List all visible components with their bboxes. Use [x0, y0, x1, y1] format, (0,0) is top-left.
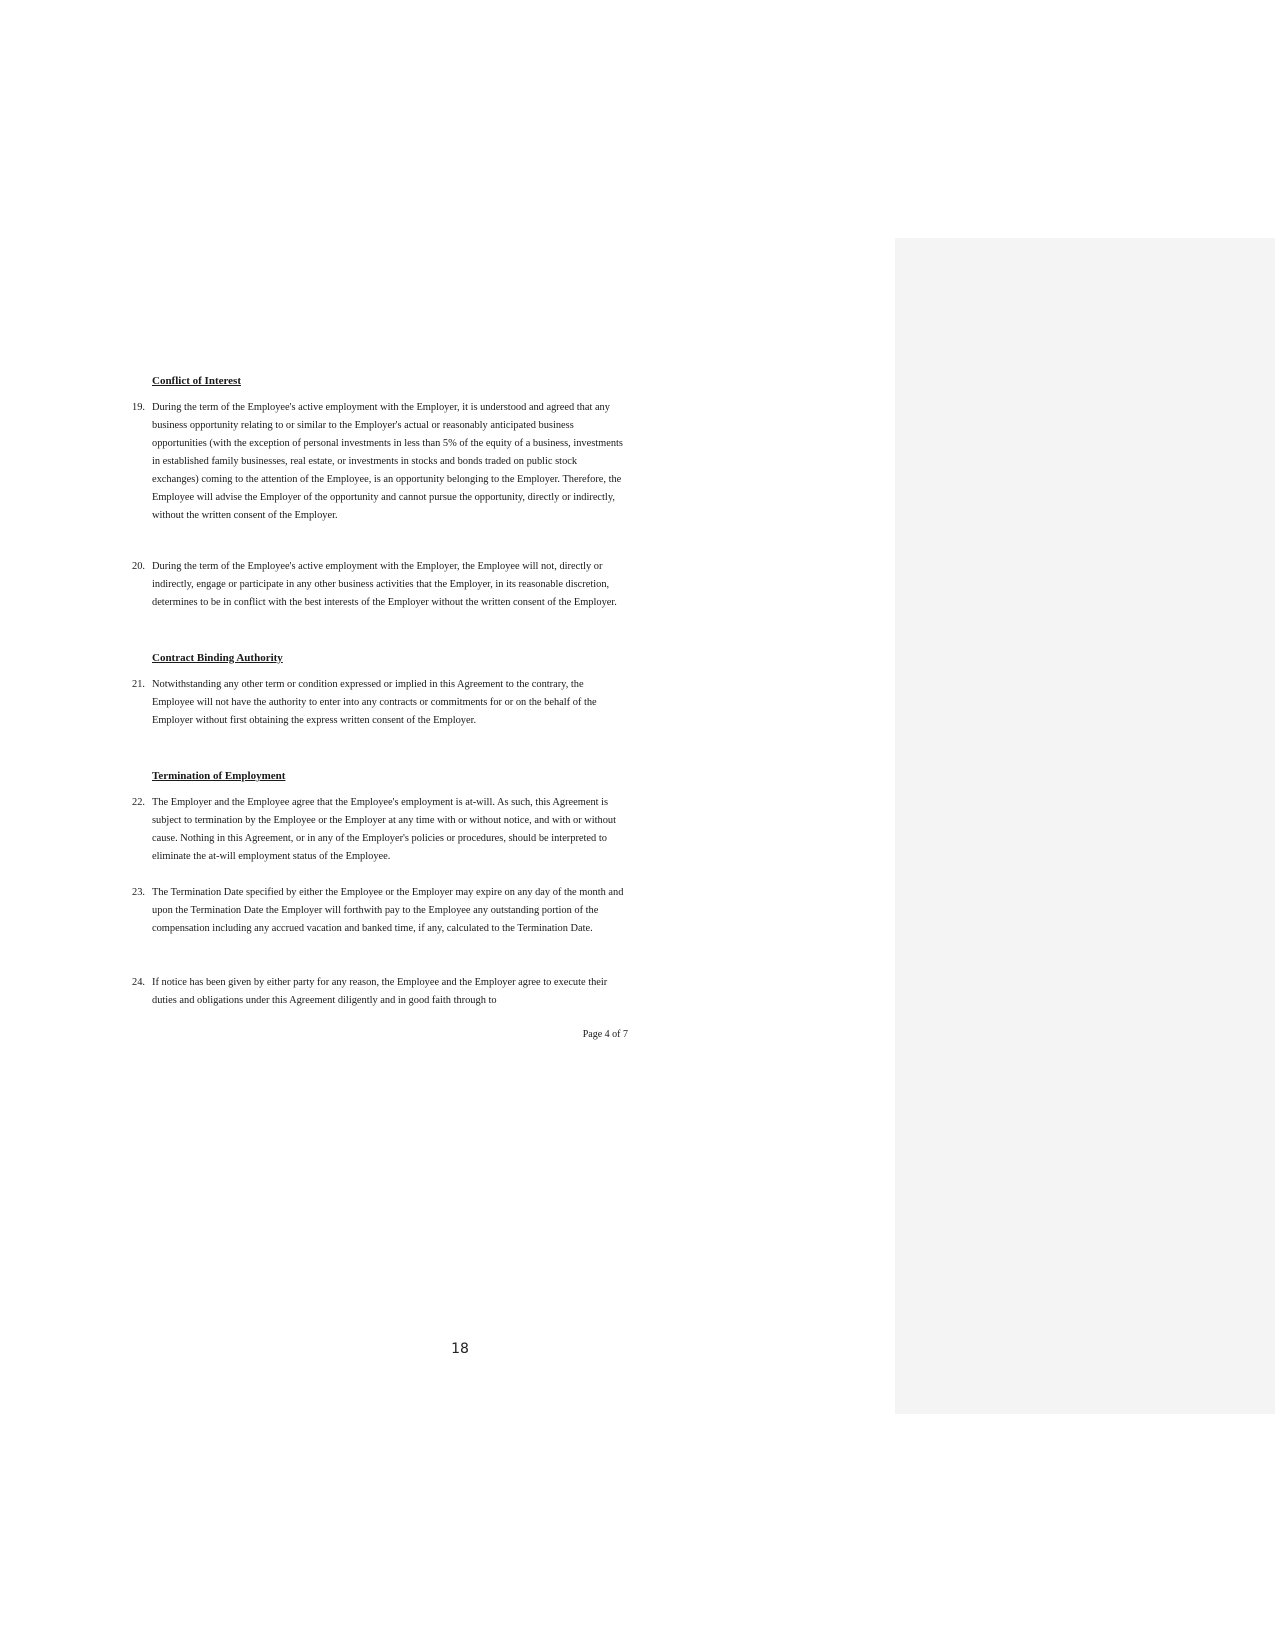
scanned-contract-page — [128, 372, 638, 1048]
clause-number: 22. — [132, 797, 145, 808]
clause-24 — [128, 974, 626, 1010]
clause-text: Notwithstanding any other term or condition expressed or implied in this Agreement to the contrary, the Employee will not have the authority to enter into any contracts or commitments for or on the behalf of the Employer without first obtaining the express written consent of the Employer. — [152, 679, 597, 726]
clause-23 — [128, 884, 626, 938]
clause-22 — [128, 794, 626, 866]
comment-margin-pane — [895, 238, 1275, 1414]
scanned-page-label: Page 4 of 7 — [582, 1029, 628, 1040]
clause-21 — [128, 676, 626, 730]
clause-19 — [128, 399, 626, 525]
page-number: 18 — [451, 1341, 469, 1357]
clause-text: If notice has been given by either party for any reason, the Employee and the Employer agree to execute their duties and obligations under this Agreement diligently and in good faith through to — [152, 977, 608, 1006]
clause-20 — [128, 558, 626, 612]
section-heading-conflict-of-interest: Conflict of Interest — [152, 375, 241, 387]
clause-text: During the term of the Employee's active employment with the Employer, it is understood and agreed that any business opportunity relating to or similar to the Employer's actual or reasonably anticipated business opportunities (with the exception of personal investments in less than 5% of the equity of a business, investments in established family businesses, real estate, or investments in stocks and bonds traded on public stock exchanges) coming to the attention of the Employee, is an opportunity belonging to the Employer. Therefore, the Employee will advise the Employer of the opportunity and cannot pursue the opportunity, directly or indirectly, without the written consent of the Employer. — [152, 402, 623, 521]
clause-text: The Employer and the Employee agree that the Employee's employment is at-will. As such, this Agreement is subject to termination by the Employee or the Employer at any time with or without notice, and with or without cause. Nothing in this Agreement, or in any of the Employer's policies or procedures, should be interpreted to eliminate the at-will employment status of the Employee. — [152, 797, 617, 862]
clause-number: 23. — [132, 887, 145, 898]
clause-number: 21. — [132, 679, 145, 690]
clause-number: 24. — [132, 977, 145, 988]
clause-text: The Termination Date specified by either the Employee or the Employer may expire on any day of the month and upon the Termination Date the Employer will forthwith pay to the Employee any outstanding portion of the compensation including any accrued vacation and banked time, if any, calculated to the Termination Date. — [152, 887, 624, 934]
clause-text: During the term of the Employee's active employment with the Employer, the Employee will not, directly or indirectly, engage or participate in any other business activities that the Employer, in its reasonable discretion, determines to be in conflict with the best interests of the Employer without the written consent of the Employer. — [152, 561, 617, 608]
section-heading-contract-binding-authority: Contract Binding Authority — [152, 652, 283, 664]
clause-number: 20. — [132, 561, 145, 572]
section-heading-termination-of-employment: Termination of Employment — [152, 770, 286, 782]
clause-number: 19. — [132, 402, 145, 413]
